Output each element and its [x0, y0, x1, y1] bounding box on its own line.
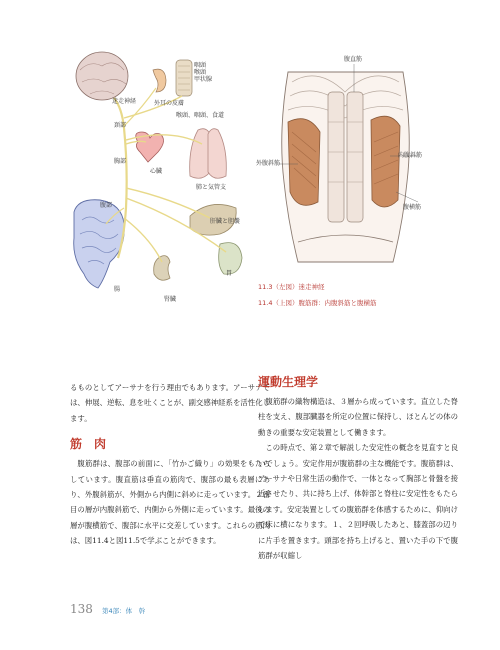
section-label: 第4部：体 幹: [102, 607, 146, 615]
rectus-right: [347, 92, 363, 222]
right-text-column: [258, 374, 458, 563]
label-external-oblique: 外腹斜筋: [256, 160, 281, 167]
right-lung-shape: [208, 129, 226, 179]
vagus-nerve-illustration: [70, 48, 260, 313]
label-kidney: 腎臓: [164, 296, 177, 303]
page-footer: [70, 598, 145, 617]
heading-muscles: 筋 肉: [70, 437, 107, 452]
right-paragraph-2: この時点で、第２章で解説した安定性の概念を見直すと良いでしょう。安定作用が腹筋群の主な機能です。腹筋群は、アーサナや日常生活の動作で、一体となって胸部と骨盤を接近させたり、共に持ち上げ、体幹部と脊柱に安定性をもたらします。安定装置としての腹筋群を体感するために、仰向けで床に横になります。１、２回呼吸したあと、膝蓋部の辺りに片手を置きます。頭部を持ち上げると、置いた手の下で腹筋群が収縮し: [258, 443, 458, 561]
label-stomach: 胃: [226, 270, 233, 277]
label-vagus: 迷走神経: [112, 98, 137, 105]
label-heart: 心臓: [150, 168, 163, 175]
caption-figure-11-4: 11.4（上図）腹筋群：内腹斜筋と腹横筋: [258, 299, 377, 307]
label-chest: 胸部: [114, 158, 127, 165]
external-oblique-left: [288, 119, 320, 206]
label-lungs: 肺と気管支: [196, 184, 227, 191]
left-text-column: [70, 380, 270, 549]
caption-figure-11-3: 11.3（左図）迷走神経: [258, 283, 325, 291]
left-paragraph-2: 腹筋群は、腹部の前面に、「竹かご織り」の効果をもたらしています。腹直筋は垂直の筋肉で、腹部の最も表層にあり、外腹斜筋が、外側から内側に斜めに走っています。２番目の層が内腹斜筋で、内側から外側に走っています。最後の層が腹横筋で、腹部に水平に交差しています。これらの筋肉は、図11.4と図11.5で学ぶことができます。: [70, 459, 270, 546]
label-intestine: 腸: [114, 286, 121, 293]
label-neck: 頚部: [114, 122, 127, 129]
page-number: 138: [70, 602, 93, 616]
abdominal-muscles-drawing: [258, 52, 433, 272]
label-larynx: 咽頭 喉頭 甲状腺: [194, 62, 213, 83]
label-transverse: 腹横筋: [403, 204, 422, 211]
label-throat: 喉頭、咽頭、食道: [176, 112, 225, 119]
left-lung-shape: [190, 129, 210, 179]
label-liver: 肝臓と胆嚢: [210, 218, 241, 225]
label-ear: 外耳の皮膚: [154, 100, 185, 107]
right-paragraph-1: 腹筋群の織物構造は、３層から成っています。直立した脊柱を支え、腹部臓器を所定の位置に保持し、ほとんどの体の動きの重要な安定装置として働きます。: [258, 397, 458, 437]
label-rectus: 腹直筋: [344, 56, 363, 63]
label-abdomen: 腹部: [100, 202, 113, 209]
abdominal-muscles-illustration: [258, 52, 433, 272]
label-internal-oblique: 内腹斜筋: [398, 152, 423, 159]
kidney-shape: [154, 256, 170, 281]
left-paragraph-1: るものとしてアーサナを行う理由でもあります。アーサナでは、伸展、逆転、息を吐くことが、副交感神経系を活性化します。: [70, 383, 270, 423]
internal-oblique-right: [371, 116, 400, 207]
rectus-left: [328, 92, 344, 222]
heading-exercise-physiology: 運動生理学: [258, 375, 319, 389]
brain-shape: [76, 52, 128, 100]
